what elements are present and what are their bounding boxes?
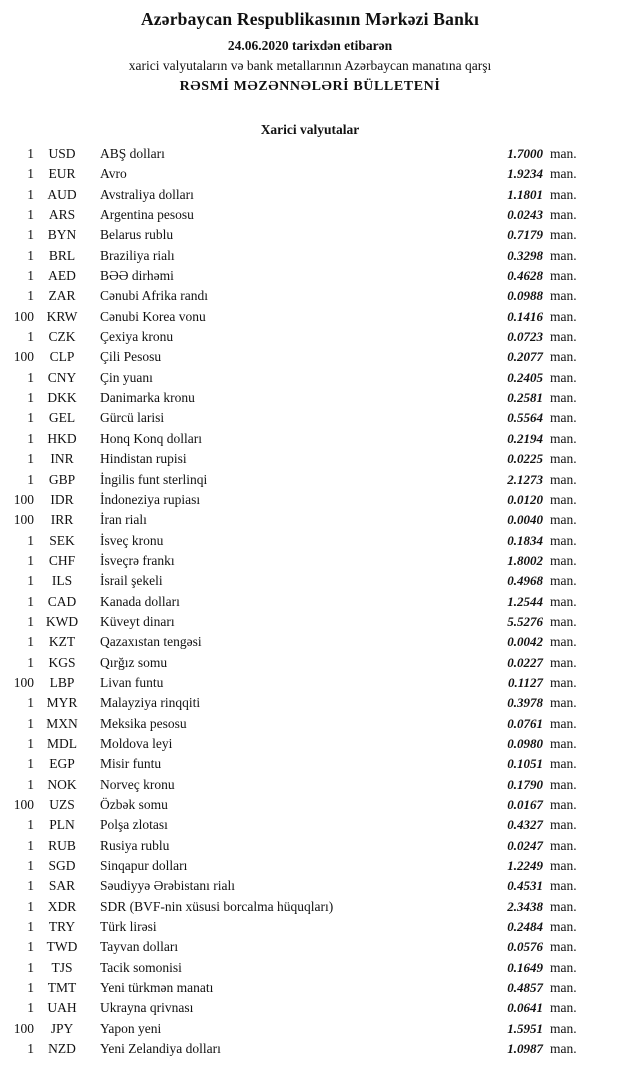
row-nominal: 1	[27, 715, 34, 731]
row-unit: man.	[550, 207, 577, 223]
row-rate: 0.1834	[507, 532, 543, 548]
row-rate: 0.0040	[507, 512, 543, 528]
row-rate: 0.1051	[507, 756, 543, 772]
table-row	[0, 490, 620, 510]
row-unit: man.	[550, 817, 577, 833]
row-unit: man.	[550, 939, 577, 955]
table-row	[0, 286, 620, 306]
row-nominal: 1	[27, 980, 34, 996]
row-currency-name: Yeni Zelandiya dolları	[100, 1041, 221, 1057]
document-subtitle: xarici valyutaların və bank metallarının Azərbaycan manatına qarşı	[128, 58, 492, 73]
row-currency-code: KRW	[46, 308, 78, 324]
row-currency-name: Braziliya rialı	[100, 247, 175, 263]
row-nominal: 1	[27, 817, 34, 833]
row-currency-name: Danimarka kronu	[100, 390, 195, 406]
row-unit: man.	[550, 410, 577, 426]
table-row	[0, 449, 620, 469]
table-row	[0, 714, 620, 734]
row-nominal: 1	[27, 959, 34, 975]
table-row	[0, 551, 620, 571]
row-currency-code: EUR	[48, 166, 76, 182]
table-row	[0, 185, 620, 205]
table-row	[0, 225, 620, 245]
row-nominal: 1	[27, 776, 34, 792]
row-nominal: 1	[27, 451, 34, 467]
row-currency-code: INR	[50, 451, 74, 467]
row-nominal: 1	[27, 593, 34, 609]
row-nominal: 1	[27, 919, 34, 935]
row-currency-code: MDL	[47, 735, 77, 751]
row-currency-name: Hindistan rupisi	[100, 451, 187, 467]
bulletin-title: RƏSMİ MƏZƏNNƏLƏRİ BÜLLETENİ	[179, 79, 441, 94]
row-rate: 1.9234	[507, 166, 543, 182]
row-unit: man.	[550, 858, 577, 874]
table-row	[0, 1019, 620, 1039]
row-nominal: 100	[13, 674, 34, 690]
row-rate: 0.0243	[507, 207, 543, 223]
row-nominal: 1	[27, 1041, 34, 1057]
row-currency-code: KZT	[48, 634, 76, 650]
row-nominal: 1	[27, 369, 34, 385]
table-row	[0, 408, 620, 428]
row-nominal: 1	[27, 613, 34, 629]
row-unit: man.	[550, 715, 577, 731]
row-unit: man.	[550, 980, 577, 996]
row-nominal: 1	[27, 837, 34, 853]
row-unit: man.	[550, 1000, 577, 1016]
table-row	[0, 470, 620, 490]
row-currency-name: ABŞ dolları	[100, 146, 165, 161]
row-rate: 0.0761	[507, 715, 543, 731]
row-nominal: 1	[27, 552, 34, 568]
row-currency-name: Argentina pesosu	[100, 207, 194, 223]
row-currency-code: UAH	[47, 1000, 77, 1016]
row-unit: man.	[550, 898, 577, 914]
row-unit: man.	[550, 1020, 577, 1036]
row-currency-name: Yeni türkmən manatı	[100, 980, 214, 996]
row-unit: man.	[550, 735, 577, 751]
row-unit: man.	[550, 756, 577, 772]
row-nominal: 1	[27, 634, 34, 650]
row-currency-name: İran rialı	[100, 512, 147, 528]
row-currency-code: MYR	[46, 695, 78, 711]
table-row	[0, 815, 620, 835]
row-rate: 2.3438	[507, 898, 543, 914]
row-nominal: 100	[13, 512, 34, 528]
table-row	[0, 164, 620, 184]
row-currency-name: SDR (BVF-nin xüsusi borcalma hüquqları)	[100, 898, 334, 914]
row-currency-code: SAR	[48, 878, 76, 894]
row-currency-code: GEL	[48, 410, 76, 426]
row-currency-name: Yapon yeni	[100, 1020, 162, 1036]
table-row	[0, 673, 620, 693]
table-row	[0, 144, 620, 164]
row-currency-name: Sinqapur dolları	[100, 858, 188, 874]
section-title-foreign-currencies: Xarici valyutalar	[260, 122, 360, 137]
row-unit: man.	[550, 837, 577, 853]
row-currency-name: Cənubi Korea vonu	[100, 308, 206, 324]
table-row	[0, 998, 620, 1018]
row-currency-code: BYN	[47, 227, 77, 243]
row-nominal: 1	[27, 654, 34, 670]
row-currency-name: Tacik somonisi	[100, 959, 182, 975]
row-currency-name: İngilis funt sterlinqi	[100, 471, 208, 487]
row-rate: 0.3298	[507, 247, 543, 263]
row-rate: 0.2405	[507, 369, 543, 385]
row-unit: man.	[550, 390, 577, 406]
table-row	[0, 531, 620, 551]
row-rate: 1.7000	[507, 146, 543, 161]
table-row	[0, 978, 620, 998]
table-row	[0, 734, 620, 754]
row-unit: man.	[550, 532, 577, 548]
row-currency-code: TRY	[48, 919, 76, 935]
row-rate: 0.4531	[507, 878, 543, 894]
table-row	[0, 388, 620, 408]
row-currency-code: PLN	[49, 817, 75, 833]
bank-title: Azərbaycan Respublikasının Mərkəzi Bankı	[140, 9, 480, 29]
row-currency-code: IRR	[50, 512, 74, 528]
row-nominal: 1	[27, 573, 34, 589]
document-header	[0, 0, 620, 95]
row-nominal: 100	[13, 797, 34, 812]
row-currency-code: IDR	[50, 491, 74, 507]
row-unit: man.	[550, 349, 577, 365]
table-row	[0, 347, 620, 367]
row-rate: 0.0227	[507, 654, 543, 670]
row-rate: 0.2581	[507, 390, 543, 406]
row-currency-name: Norveç kronu	[100, 776, 175, 792]
row-currency-name: Qazaxıstan tengəsi	[100, 634, 202, 650]
row-rate: 0.7179	[507, 227, 543, 243]
row-rate: 0.0641	[507, 1000, 543, 1016]
row-currency-name: İsrail şekeli	[100, 573, 163, 589]
row-unit: man.	[550, 878, 577, 894]
row-nominal: 100	[13, 491, 34, 507]
row-unit: man.	[550, 959, 577, 975]
row-unit: man.	[550, 247, 577, 263]
row-unit: man.	[550, 613, 577, 629]
table-row	[0, 307, 620, 327]
row-nominal: 1	[27, 410, 34, 426]
row-unit: man.	[550, 593, 577, 609]
row-rate: 2.1273	[507, 471, 543, 487]
row-currency-code: CLP	[49, 349, 75, 365]
effective-date-line: 24.06.2020 tarixdən etibarən	[227, 38, 393, 53]
row-rate: 0.0042	[507, 634, 543, 650]
row-currency-name: Özbək somu	[100, 797, 168, 812]
row-currency-name: Gürcü larisi	[100, 410, 165, 426]
row-rate: 1.2249	[507, 858, 543, 874]
row-unit: man.	[550, 797, 577, 812]
table-row	[0, 754, 620, 774]
row-nominal: 1	[27, 898, 34, 914]
row-currency-name: Avstraliya dolları	[100, 186, 194, 202]
row-rate: 1.5951	[507, 1020, 543, 1036]
row-rate: 0.1416	[507, 308, 543, 324]
row-unit: man.	[550, 369, 577, 385]
row-rate: 5.5276	[507, 613, 543, 629]
table-row	[0, 653, 620, 673]
row-currency-code: MXN	[46, 715, 78, 731]
row-currency-code: CZK	[48, 329, 76, 345]
row-unit: man.	[550, 166, 577, 182]
row-currency-code: KWD	[45, 613, 79, 629]
row-rate: 0.0988	[507, 288, 543, 304]
row-currency-code: USD	[48, 146, 76, 161]
row-currency-code: TMT	[47, 980, 77, 996]
table-row	[0, 205, 620, 225]
row-currency-code: HKD	[47, 430, 77, 446]
row-unit: man.	[550, 288, 577, 304]
row-currency-name: Tayvan dolları	[100, 939, 179, 955]
row-currency-code: ILS	[51, 573, 73, 589]
row-nominal: 1	[27, 268, 34, 284]
row-rate: 0.4968	[507, 573, 543, 589]
row-currency-name: Küveyt dinarı	[100, 613, 175, 629]
row-unit: man.	[550, 186, 577, 202]
row-currency-code: XDR	[47, 898, 77, 914]
table-row	[0, 693, 620, 713]
row-rate: 0.4327	[507, 817, 543, 833]
row-nominal: 1	[27, 166, 34, 182]
row-currency-code: ZAR	[48, 288, 76, 304]
row-currency-code: BRL	[48, 247, 76, 263]
row-rate: 0.0576	[507, 939, 543, 955]
row-nominal: 1	[27, 390, 34, 406]
table-row	[0, 795, 620, 815]
row-nominal: 1	[27, 430, 34, 446]
row-currency-name: Belarus rublu	[100, 227, 174, 243]
row-unit: man.	[550, 268, 577, 284]
row-currency-name: İsveç kronu	[100, 532, 164, 548]
row-rate: 1.2544	[507, 593, 543, 609]
row-currency-name: Polşa zlotası	[100, 817, 168, 833]
row-currency-code: ARS	[48, 207, 76, 223]
row-currency-code: KGS	[48, 654, 76, 670]
row-nominal: 1	[27, 1000, 34, 1016]
row-currency-code: CAD	[47, 593, 77, 609]
row-currency-code: RUB	[48, 837, 76, 853]
row-unit: man.	[550, 1041, 577, 1057]
row-currency-code: CNY	[47, 369, 77, 385]
row-rate: 0.1649	[507, 959, 543, 975]
row-nominal: 1	[27, 329, 34, 345]
row-unit: man.	[550, 146, 577, 161]
table-row	[0, 937, 620, 957]
row-unit: man.	[550, 552, 577, 568]
row-rate: 0.1790	[507, 776, 543, 792]
table-row	[0, 836, 620, 856]
row-unit: man.	[550, 634, 577, 650]
row-rate: 0.2484	[507, 919, 543, 935]
row-rate: 0.4857	[507, 980, 543, 996]
row-currency-code: LBP	[49, 674, 75, 690]
row-nominal: 1	[27, 186, 34, 202]
row-currency-code: TWD	[46, 939, 78, 955]
row-currency-name: İsveçrə frankı	[100, 552, 175, 568]
row-currency-code: AUD	[47, 186, 77, 202]
table-row	[0, 592, 620, 612]
row-nominal: 1	[27, 735, 34, 751]
row-currency-name: Səudiyyə Ərəbistanı rialı	[100, 878, 235, 894]
row-currency-code: SEK	[49, 532, 75, 548]
row-unit: man.	[550, 451, 577, 467]
table-row	[0, 1039, 620, 1059]
table-row	[0, 510, 620, 530]
row-nominal: 1	[27, 227, 34, 243]
row-rate: 0.0247	[507, 837, 543, 853]
row-rate: 0.3978	[507, 695, 543, 711]
row-currency-name: Kanada dolları	[100, 593, 180, 609]
row-currency-name: Honq Konq dolları	[100, 430, 202, 446]
row-unit: man.	[550, 654, 577, 670]
row-nominal: 100	[13, 349, 34, 365]
row-unit: man.	[550, 695, 577, 711]
row-currency-name: Ukrayna qrivnası	[100, 1000, 194, 1016]
row-currency-name: Malayziya rinqqiti	[100, 695, 201, 711]
row-rate: 0.1127	[507, 674, 543, 690]
row-nominal: 1	[27, 288, 34, 304]
table-row	[0, 632, 620, 652]
row-nominal: 1	[27, 471, 34, 487]
row-currency-code: UZS	[49, 797, 75, 812]
row-currency-code: SGD	[48, 858, 76, 874]
rates-table	[0, 144, 620, 1059]
table-row	[0, 856, 620, 876]
row-nominal: 1	[27, 756, 34, 772]
row-currency-name: Rusiya rublu	[100, 837, 170, 853]
row-rate: 0.0120	[507, 491, 543, 507]
row-currency-code: AED	[48, 268, 76, 284]
row-currency-name: Çili Pesosu	[100, 349, 162, 365]
row-nominal: 1	[27, 247, 34, 263]
row-currency-code: DKK	[47, 390, 77, 406]
row-currency-code: EGP	[49, 756, 75, 772]
row-currency-name: Türk lirəsi	[100, 919, 157, 935]
row-currency-name: İndoneziya rupiası	[100, 491, 201, 507]
row-rate: 1.1801	[507, 186, 543, 202]
table-row	[0, 571, 620, 591]
table-row	[0, 876, 620, 896]
row-unit: man.	[550, 227, 577, 243]
row-currency-name: Çin yuanı	[100, 369, 153, 385]
row-nominal: 1	[27, 146, 34, 161]
row-rate: 0.0167	[507, 797, 543, 812]
row-currency-code: NZD	[48, 1041, 76, 1057]
row-rate: 0.0225	[507, 451, 543, 467]
row-currency-name: Avro	[100, 166, 127, 182]
row-rate: 0.5564	[507, 410, 543, 426]
row-unit: man.	[550, 674, 577, 690]
row-currency-name: Misir funtu	[100, 756, 162, 772]
row-rate: 0.2194	[507, 430, 543, 446]
row-rate: 1.0987	[507, 1041, 543, 1057]
row-rate: 1.8002	[507, 552, 543, 568]
row-nominal: 1	[27, 939, 34, 955]
row-rate: 0.4628	[507, 268, 543, 284]
row-rate: 0.0980	[507, 735, 543, 751]
table-row	[0, 429, 620, 449]
row-currency-name: Qırğız somu	[100, 654, 168, 670]
row-currency-name: Cənubi Afrika randı	[100, 288, 208, 304]
row-currency-code: GBP	[48, 471, 76, 487]
table-row	[0, 612, 620, 632]
row-unit: man.	[550, 512, 577, 528]
row-unit: man.	[550, 471, 577, 487]
row-unit: man.	[550, 573, 577, 589]
row-currency-name: Meksika pesosu	[100, 715, 187, 731]
row-unit: man.	[550, 308, 577, 324]
table-row	[0, 775, 620, 795]
row-nominal: 1	[27, 695, 34, 711]
row-unit: man.	[550, 491, 577, 507]
table-row	[0, 327, 620, 347]
table-row	[0, 897, 620, 917]
row-nominal: 1	[27, 532, 34, 548]
table-row	[0, 917, 620, 937]
row-currency-code: TJS	[51, 959, 73, 975]
row-nominal: 1	[27, 858, 34, 874]
row-currency-name: BƏƏ dirhəmi	[100, 268, 174, 284]
row-currency-code: NOK	[47, 776, 77, 792]
row-nominal: 100	[13, 308, 34, 324]
row-currency-code: CHF	[48, 552, 76, 568]
row-rate: 0.2077	[507, 349, 543, 365]
row-currency-name: Moldova leyi	[100, 735, 173, 751]
row-unit: man.	[550, 919, 577, 935]
table-row	[0, 246, 620, 266]
row-unit: man.	[550, 329, 577, 345]
table-row	[0, 368, 620, 388]
table-row	[0, 266, 620, 286]
row-nominal: 1	[27, 207, 34, 223]
row-currency-code: JPY	[50, 1020, 74, 1036]
row-unit: man.	[550, 776, 577, 792]
row-nominal: 100	[13, 1020, 34, 1036]
row-currency-name: Livan funtu	[100, 674, 164, 690]
row-nominal: 1	[27, 878, 34, 894]
row-rate: 0.0723	[507, 329, 543, 345]
row-currency-name: Çexiya kronu	[100, 329, 174, 345]
table-row	[0, 958, 620, 978]
row-unit: man.	[550, 430, 577, 446]
